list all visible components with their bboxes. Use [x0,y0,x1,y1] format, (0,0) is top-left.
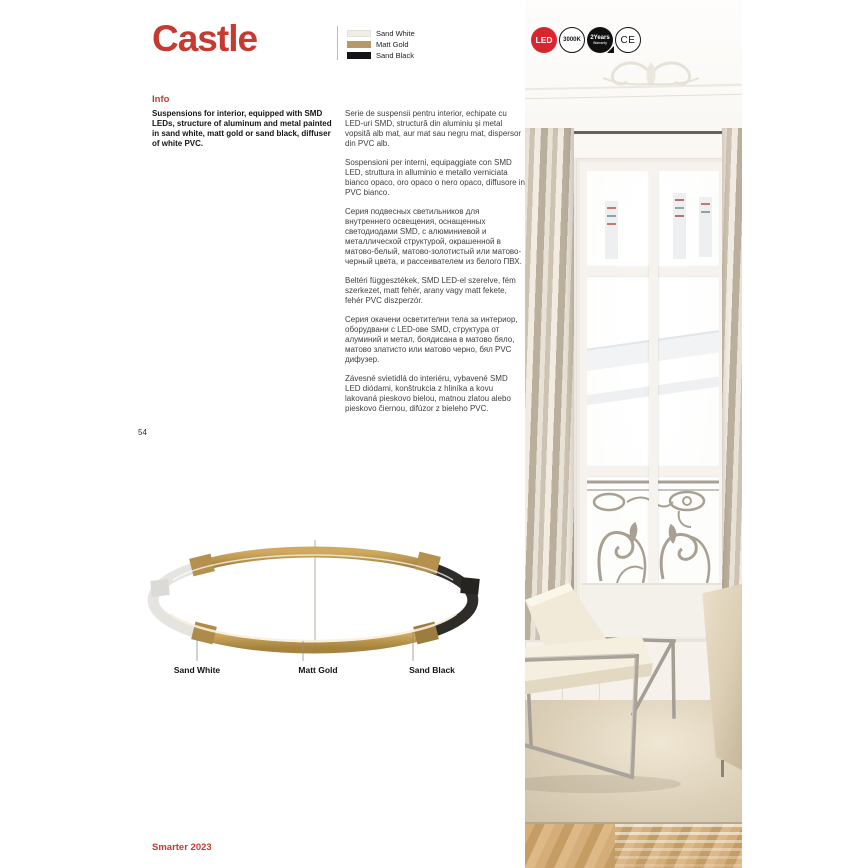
color-temperature-badge [559,27,585,53]
ce-mark-badge [615,27,641,53]
facade-window [699,197,712,257]
facade-window [673,193,686,259]
description-translations [345,109,525,414]
window-mullion [649,171,658,583]
finish-row-sand-white [347,28,415,39]
floor-reflection [615,824,742,868]
description-russian: Серия подвесных светильников для внутреннего освещения, оснащенных светодиодами SMD, с алюминиевой и металлической структурой, окрашенной в матово-белый, матово-золотистый или матово-черный цвета, и рассеивателем из белого ПВХ. [345,207,522,266]
sand-black-swatch [347,52,371,59]
sofa-leg [721,760,724,777]
description-romanian: Serie de suspensii pentru interior, echipate cu LED-uri SMD, structură din aluminiu și metal vopsită alb mat, aur mat sau negru mat, dispersor din PVC alb. [345,109,522,148]
finish-row-sand-black [347,50,415,61]
matt-gold-swatch [347,41,371,48]
description-slovak: Závesné svietidlá do interiéru, vybavené SMD LED diódami, konštrukcia z hliníka a kovu lakovaná pieskovo bielou, matnou zlatou alebo pieskovo čiernou, difúzor z bieleho PVC. [345,374,511,413]
certification-badges [531,27,641,53]
french-window [576,158,728,640]
ceiling-stucco-ornament [593,54,709,96]
product-title: Castle [152,18,258,59]
description-bulgarian: Серия окачени осветителни тела за интериор, оборудвани с LED-ове SMD, структура от алуминий и метал, боядисана в матово бяло, матово златисто или матово черно, бял PVC дифузер. [345,315,518,364]
description-hungarian: Beltéri függesztékek, SMD LED-el szerelve, fém szerkezet, matt fehér, arany vagy matt fekete, fehér PVC diszperzór. [345,276,516,305]
ce-mark-label: CE [620,34,636,46]
led-badge-label: LED [535,35,553,45]
warranty-years: 2Years [590,35,610,41]
finish-row-matt-gold [347,39,415,50]
variant-label-sand-black: Sand Black [409,665,455,675]
warranty-badge [587,27,613,53]
curtain-right [722,128,742,656]
ambience-photo [525,0,742,868]
warranty-word: Warranty [592,41,608,45]
led-badge [531,27,557,53]
lamp-render [143,540,488,665]
armchair [525,580,686,795]
sand-white-swatch [347,30,371,37]
finish-label: Matt Gold [376,40,409,49]
page-number: 54 [138,428,147,437]
finish-label: Sand Black [376,51,414,60]
description-english: Suspensions for interior, equipped with SMD LEDs, structure of aluminum and metal painted in sand white, matt gold or sand black, diffuser of white PVC. [152,109,332,148]
finish-legend [347,28,415,61]
info-heading: Info [152,94,170,105]
color-temperature-label: 3000K [563,37,581,43]
finish-label: Sand White [376,29,415,38]
variant-label-sand-white: Sand White [173,665,221,675]
facade-window [605,201,618,259]
variant-label-matt-gold: Matt Gold [298,665,338,675]
catalog-footer: Smarter 2023 [152,842,212,853]
header-divider [337,26,338,60]
description-italian: Sospensioni per interni, equipaggiate con SMD LED, struttura in alluminio e metallo verniciata bianco opaco, oro opaco o nero opaco, diffusore in PVC bianco. [345,158,525,197]
window-glass [587,171,719,583]
